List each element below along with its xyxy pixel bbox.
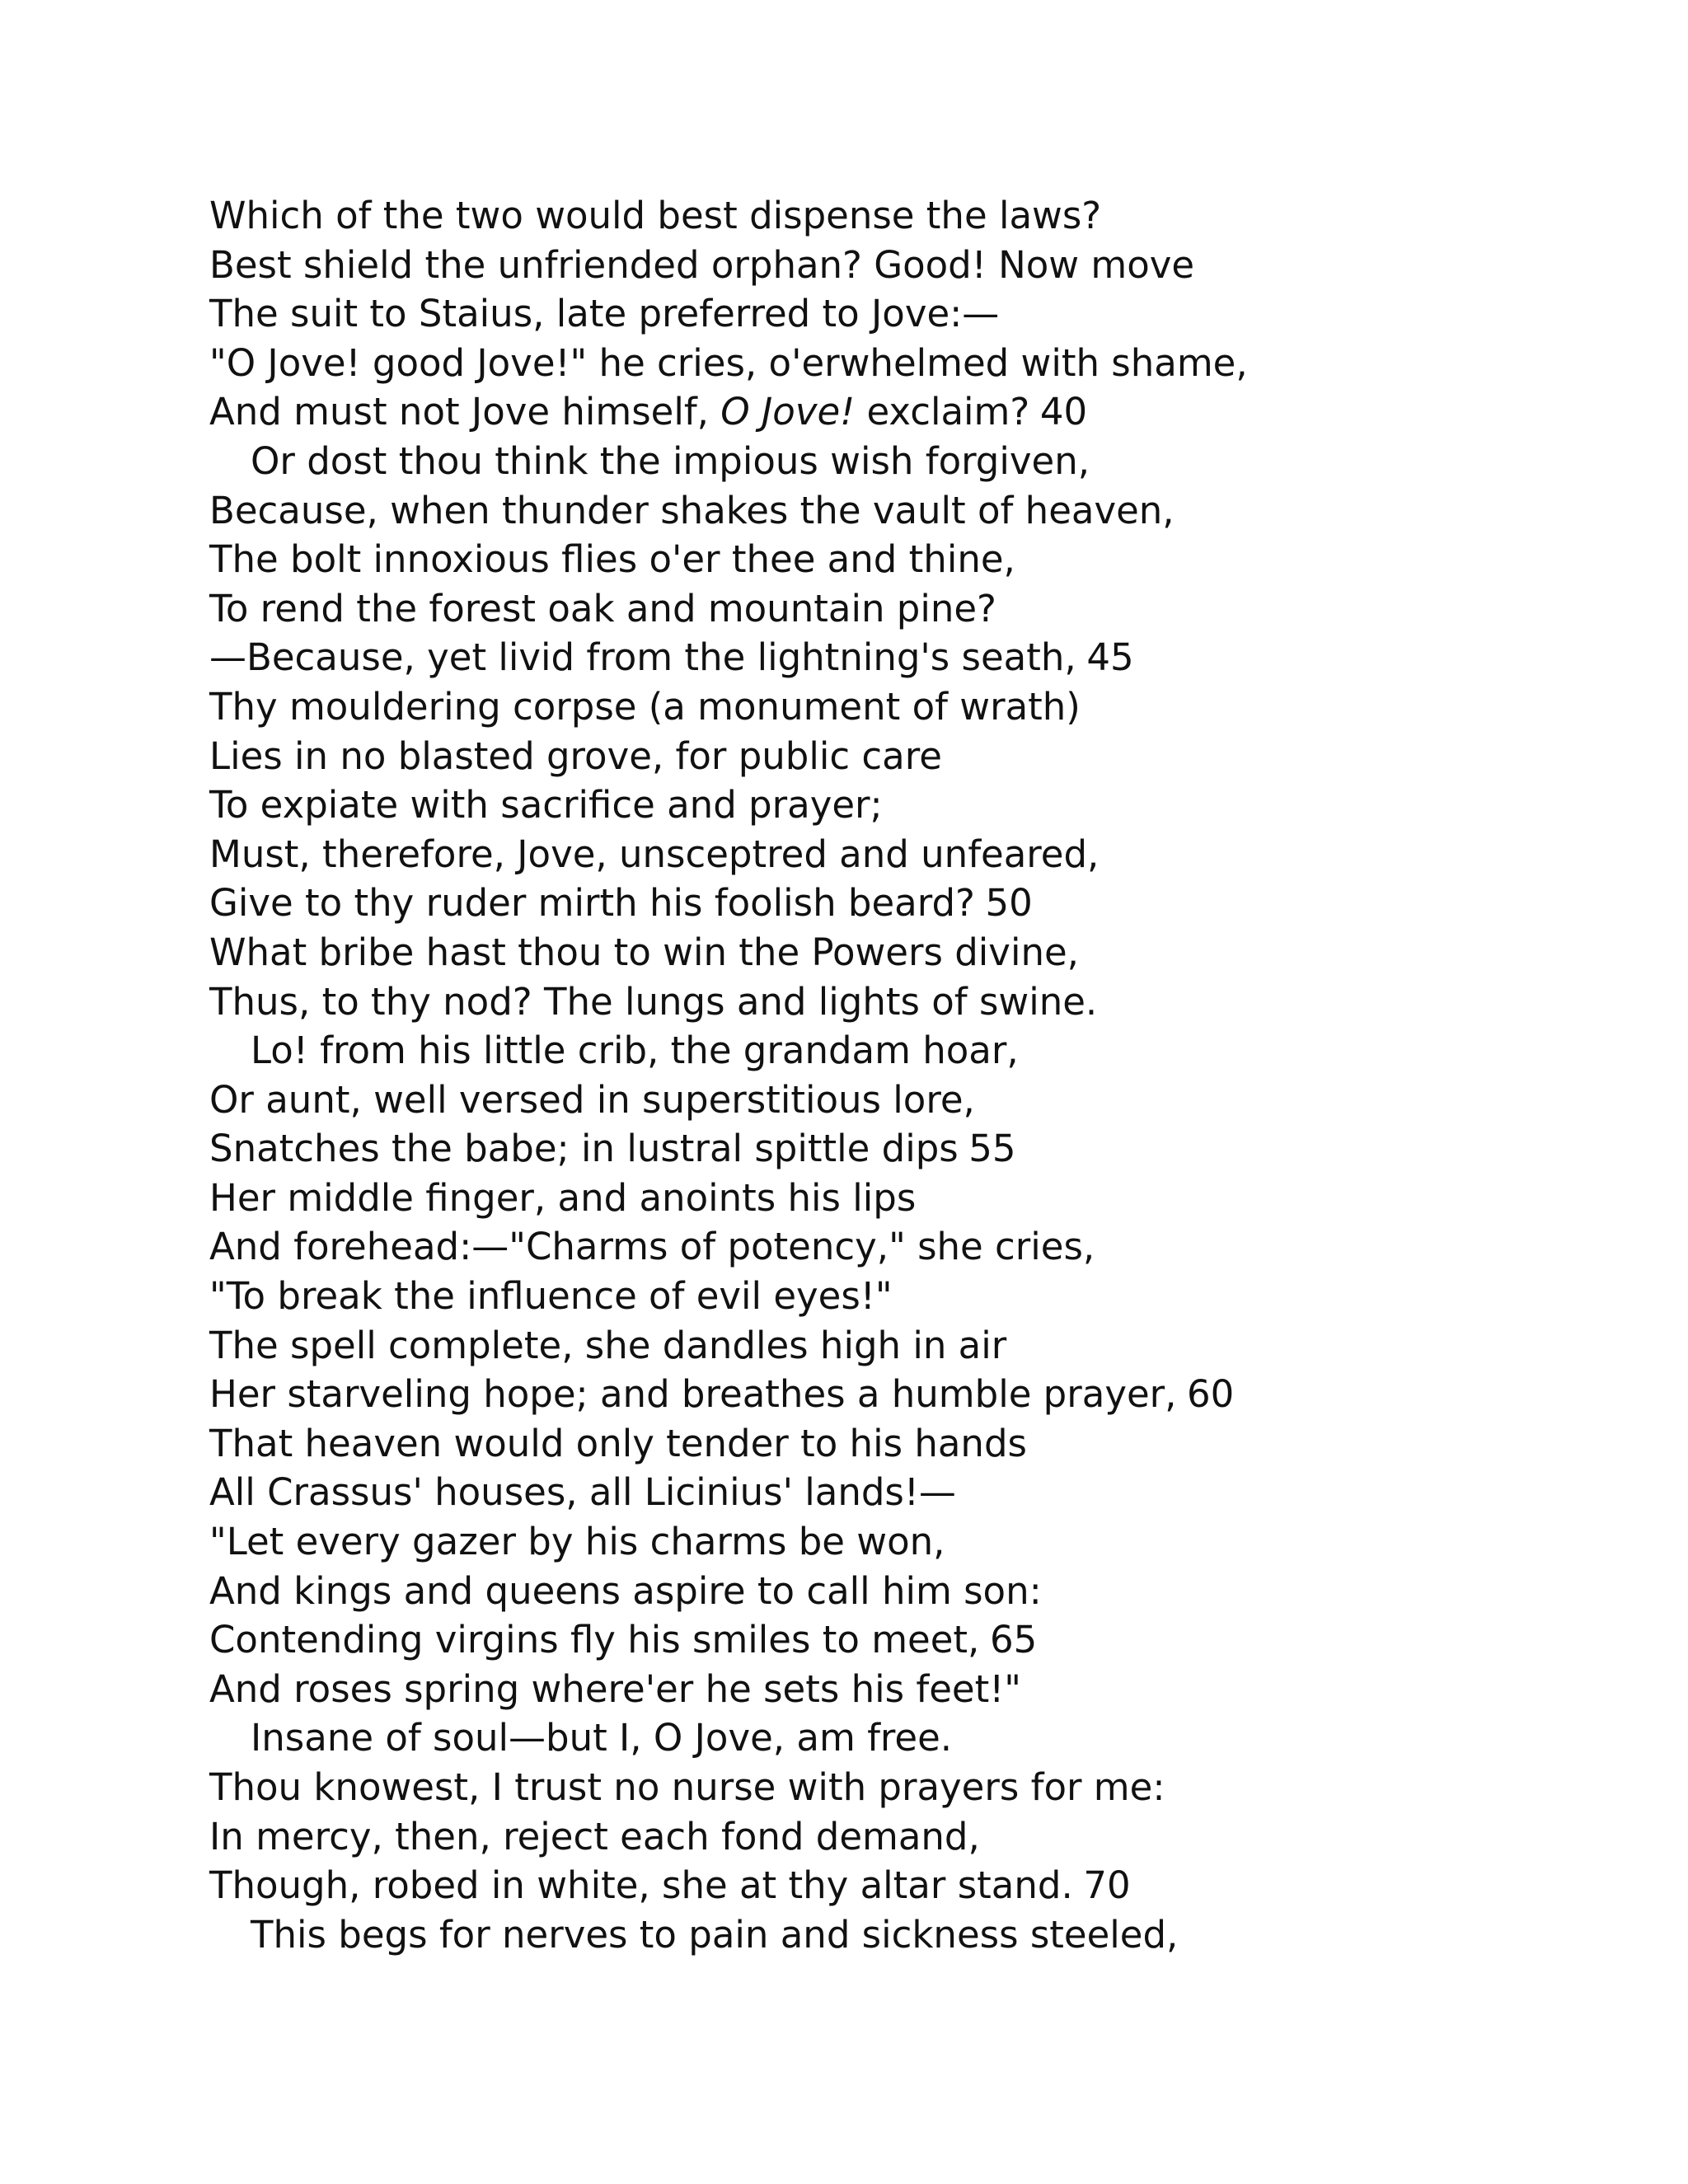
line-number: 65	[989, 1618, 1038, 1662]
line-number: 40	[1039, 390, 1088, 434]
poem-line	[209, 535, 1611, 584]
poem-line	[209, 1321, 1611, 1371]
poem-line	[209, 1517, 1611, 1567]
line-text: Lo! from his little crib, the grandam hoar,	[251, 1029, 1019, 1073]
line-text: "To break the influence of evil eyes!"	[209, 1274, 893, 1319]
poem-line	[209, 1222, 1611, 1272]
poem-line	[209, 1026, 1611, 1076]
poem-line	[209, 633, 1611, 682]
line-number: 70	[1083, 1863, 1131, 1908]
line-number: 60	[1187, 1372, 1235, 1417]
line-number: 50	[985, 881, 1033, 926]
line-text: Lies in no blasted grove, for public care	[209, 733, 942, 778]
line-text: That heaven would only tender to his hands	[209, 1421, 1027, 1465]
poem-line	[209, 1174, 1611, 1223]
poem-text	[209, 191, 1611, 1959]
line-text: All Crassus' houses, all Licinius' lands!—	[209, 1470, 956, 1515]
line-text: —Because, yet livid from the lightning's seath,	[209, 635, 1076, 680]
line-text: The suit to Staius, late preferred to Jove:—	[209, 292, 1000, 336]
line-text: Which of the two would best dispense the laws?	[209, 194, 1102, 237]
poem-line	[209, 1124, 1611, 1174]
line-text: To rend the forest oak and mountain pine?	[209, 586, 996, 630]
poem-line	[209, 387, 1611, 437]
poem-line	[209, 1713, 1611, 1763]
poem-line	[209, 1419, 1611, 1469]
poem-line	[209, 1910, 1611, 1960]
poem-line	[209, 682, 1611, 732]
line-text: To expiate with sacrifice and prayer;	[209, 783, 883, 827]
line-text: Though, robed in white, she at thy altar stand.	[209, 1863, 1073, 1908]
line-text: Contending virgins fly his smiles to meet,	[209, 1618, 980, 1662]
line-text: The spell complete, she dandles high in air	[209, 1323, 1007, 1367]
line-text: Because, when thunder shakes the vault of heaven,	[209, 488, 1175, 532]
poem-line	[209, 1665, 1611, 1714]
poem-line	[209, 1567, 1611, 1616]
line-text: In mercy, then, reject each fond demand,	[209, 1814, 980, 1858]
poem-line	[209, 1272, 1611, 1321]
line-text: This begs for nerves to pain and sickness steeled,	[251, 1912, 1179, 1957]
line-text: And kings and queens aspire to call him son:	[209, 1568, 1042, 1613]
line-text: What bribe hast thou to win the Powers divine,	[209, 930, 1079, 974]
line-text: Or dost thou think the impious wish forgiven,	[251, 438, 1090, 483]
line-text: "O Jove! good Jove!" he cries, o'erwhelmed with shame,	[209, 340, 1248, 385]
italic-phrase: O Jove!	[720, 390, 856, 434]
line-text: And forehead:—"Charms of potency," she cries,	[209, 1225, 1095, 1269]
line-text: Or aunt, well versed in superstitious lore,	[209, 1077, 975, 1122]
poem-line	[209, 1861, 1611, 1910]
line-text: Thus, to thy nod? The lungs and lights of swine.	[209, 979, 1098, 1024]
line-text: Must, therefore, Jove, unsceptred and unfeared,	[209, 832, 1100, 876]
poem-line	[209, 339, 1611, 388]
poem-line	[209, 928, 1611, 977]
line-text: Give to thy ruder mirth his foolish beard?	[209, 881, 975, 926]
line-text: The bolt innoxious flies o'er thee and thine,	[209, 537, 1015, 582]
line-number: 45	[1086, 635, 1134, 680]
poem-line	[209, 780, 1611, 830]
poem-line	[209, 1615, 1611, 1665]
line-text: Insane of soul—but I, O Jove, am free.	[251, 1716, 953, 1760]
line-text: And must not Jove himself,	[209, 390, 721, 434]
poem-line	[209, 1812, 1611, 1862]
line-text: Her starveling hope; and breathes a humble prayer,	[209, 1372, 1177, 1417]
line-text: Best shield the unfriended orphan? Good! Now move	[209, 242, 1195, 287]
poem-line	[209, 879, 1611, 928]
poem-line	[209, 486, 1611, 536]
poem-line	[209, 191, 1611, 241]
poem-line	[209, 437, 1611, 486]
line-text: exclaim?	[855, 390, 1030, 434]
poem-line	[209, 1763, 1611, 1812]
line-text: Thou knowest, I trust no nurse with prayers for me:	[209, 1765, 1165, 1809]
poem-line	[209, 289, 1611, 339]
poem-line	[209, 830, 1611, 879]
poem-line	[209, 977, 1611, 1027]
poem-line	[209, 1076, 1611, 1125]
line-number: 55	[968, 1127, 1016, 1171]
poem-line	[209, 732, 1611, 781]
poem-line	[209, 1370, 1611, 1419]
line-text: Thy mouldering corpse (a monument of wrath)	[209, 684, 1081, 729]
poem-line	[209, 584, 1611, 634]
line-text: And roses spring where'er he sets his feet!"	[209, 1666, 1021, 1711]
poem-line	[209, 1468, 1611, 1517]
poem-line	[209, 241, 1611, 290]
line-text: "Let every gazer by his charms be won,	[209, 1520, 945, 1564]
line-text: Snatches the babe; in lustral spittle dips	[209, 1127, 959, 1171]
line-text: Her middle finger, and anoints his lips	[209, 1175, 917, 1220]
